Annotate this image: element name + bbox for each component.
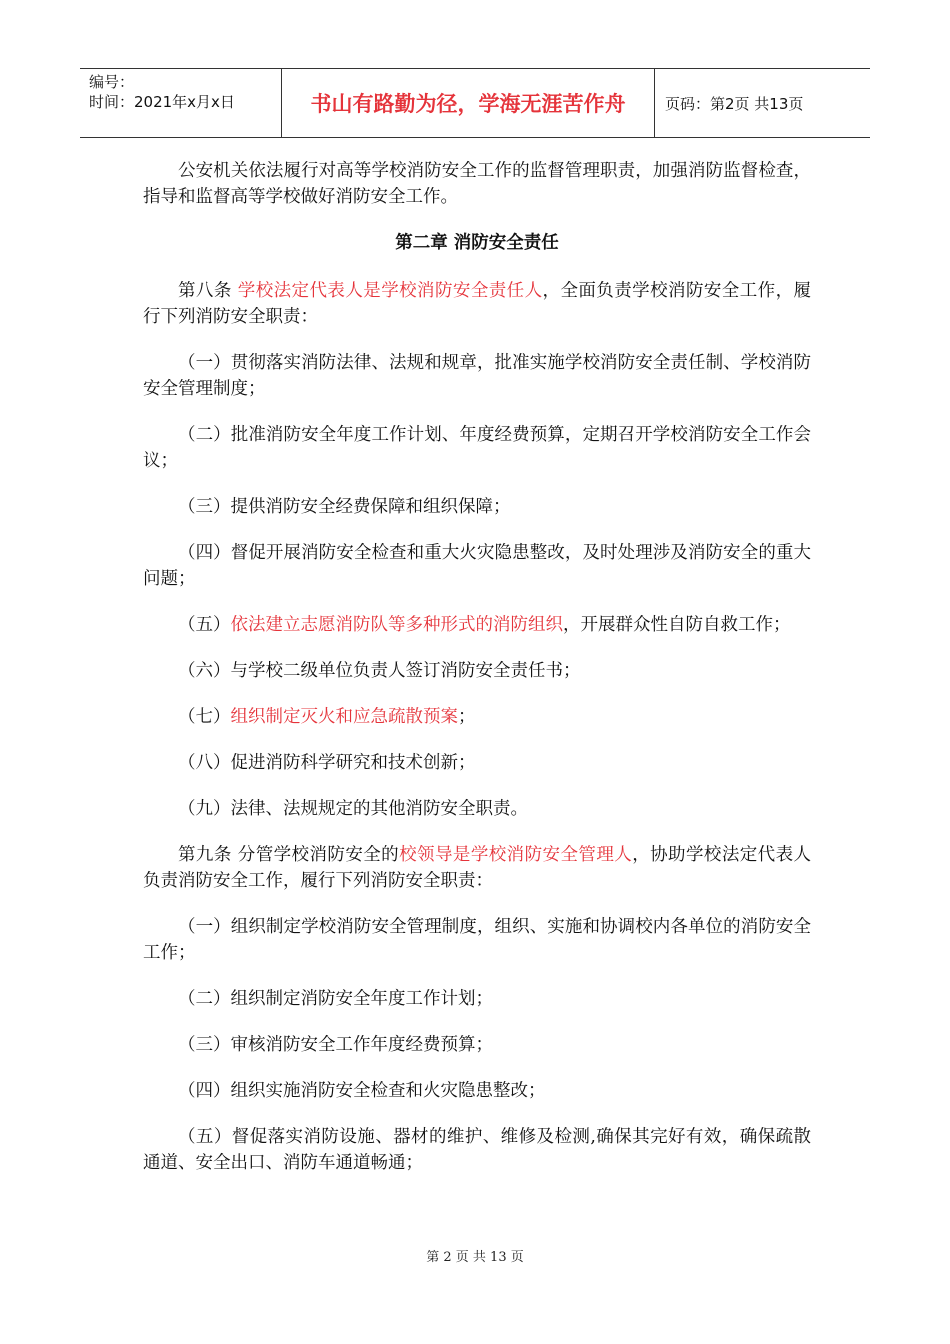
body-paragraph: [143, 278, 811, 330]
paragraph-text: （四）督促开展消防安全检查和重大火灾隐患整改，及时处理涉及消防安全的重大问题；: [143, 543, 811, 589]
chapter-heading: [143, 230, 811, 256]
paragraph-text: 第九条 分管学校消防安全的: [178, 845, 400, 865]
page-header: [80, 68, 870, 138]
document-time-label: 时间：2021年x月x日: [89, 93, 235, 111]
highlighted-text: 校领导是学校消防安全管理人: [399, 845, 633, 865]
body-paragraph: [143, 750, 811, 776]
header-meta: [80, 69, 282, 137]
highlighted-text: 依法建立志愿消防队等多种形式的消防组织: [230, 615, 563, 635]
paragraph-text: （三）提供消防安全经费保障和组织保障；: [178, 497, 511, 517]
paragraph-text: （一）贯彻落实消防法律、法规和规章，批准实施学校消防安全责任制、学校消防安全管理制度；: [143, 353, 811, 399]
paragraph-text: （五）督促落实消防设施、器材的维护、维修及检测,确保其完好有效，确保疏散通道、安全出口、消防车通道畅通；: [143, 1127, 811, 1173]
paragraph-text: （六）与学校二级单位负责人签订消防安全责任书；: [178, 661, 581, 681]
paragraph-text: ，开展群众性自防自救工作；: [563, 615, 791, 635]
body-paragraph: [143, 158, 811, 210]
paragraph-text: （一）组织制定学校消防安全管理制度，组织、实施和协调校内各单位的消防安全工作；: [143, 917, 811, 963]
paragraph-text: （九）法律、法规规定的其他消防安全职责。: [178, 799, 528, 819]
highlighted-text: 组织制定灭火和应急疏散预案: [230, 707, 458, 727]
paragraph-text: 第二章 消防安全责任: [395, 233, 559, 253]
paragraph-text: 公安机关依法履行对高等学校消防安全工作的监督管理职责，加强消防监督检查，指导和监督高等学校做好消防安全工作。: [143, 161, 811, 207]
paragraph-text: ；: [458, 707, 476, 727]
header-motto: 书山有路勤为径，学海无涯苦作舟: [282, 69, 655, 137]
document-body: [143, 158, 811, 1196]
body-paragraph: [143, 540, 811, 592]
body-paragraph: [143, 914, 811, 966]
paragraph-text: （四）组织实施消防安全检查和火灾隐患整改；: [178, 1081, 546, 1101]
document-number-label: 编号：: [89, 73, 135, 91]
paragraph-text: ，全面负责学校消防安全工作，履行下列消防安全职责：: [143, 281, 811, 327]
paragraph-text: （七）: [178, 707, 231, 727]
highlighted-text: 学校法定代表人是学校消防安全责任人: [237, 281, 543, 301]
paragraph-text: （八）促进消防科学研究和技术创新；: [178, 753, 476, 773]
paragraph-text: （二）组织制定消防安全年度工作计划；: [178, 989, 493, 1009]
body-paragraph: [143, 1124, 811, 1176]
body-paragraph: [143, 422, 811, 474]
body-paragraph: [143, 1078, 811, 1104]
page-footer: 第 2 页 共 13 页: [426, 1250, 524, 1265]
paragraph-text: （三）审核消防安全工作年度经费预算；: [178, 1035, 493, 1055]
header-page-info: 页码：第2页 共13页: [665, 94, 804, 113]
body-paragraph: [143, 842, 811, 894]
body-paragraph: [143, 494, 811, 520]
body-paragraph: [143, 986, 811, 1012]
paragraph-text: ，协助学校法定代表人负责消防安全工作，履行下列消防安全职责：: [143, 845, 812, 891]
body-paragraph: [143, 1032, 811, 1058]
paragraph-text: 第八条: [178, 281, 238, 301]
body-paragraph: [143, 704, 811, 730]
body-paragraph: [143, 796, 811, 822]
body-paragraph: [143, 350, 811, 402]
paragraph-text: （五）: [178, 615, 231, 635]
body-paragraph: [143, 612, 811, 638]
body-paragraph: [143, 658, 811, 684]
paragraph-text: （二）批准消防安全年度工作计划、年度经费预算，定期召开学校消防安全工作会议；: [143, 425, 811, 471]
